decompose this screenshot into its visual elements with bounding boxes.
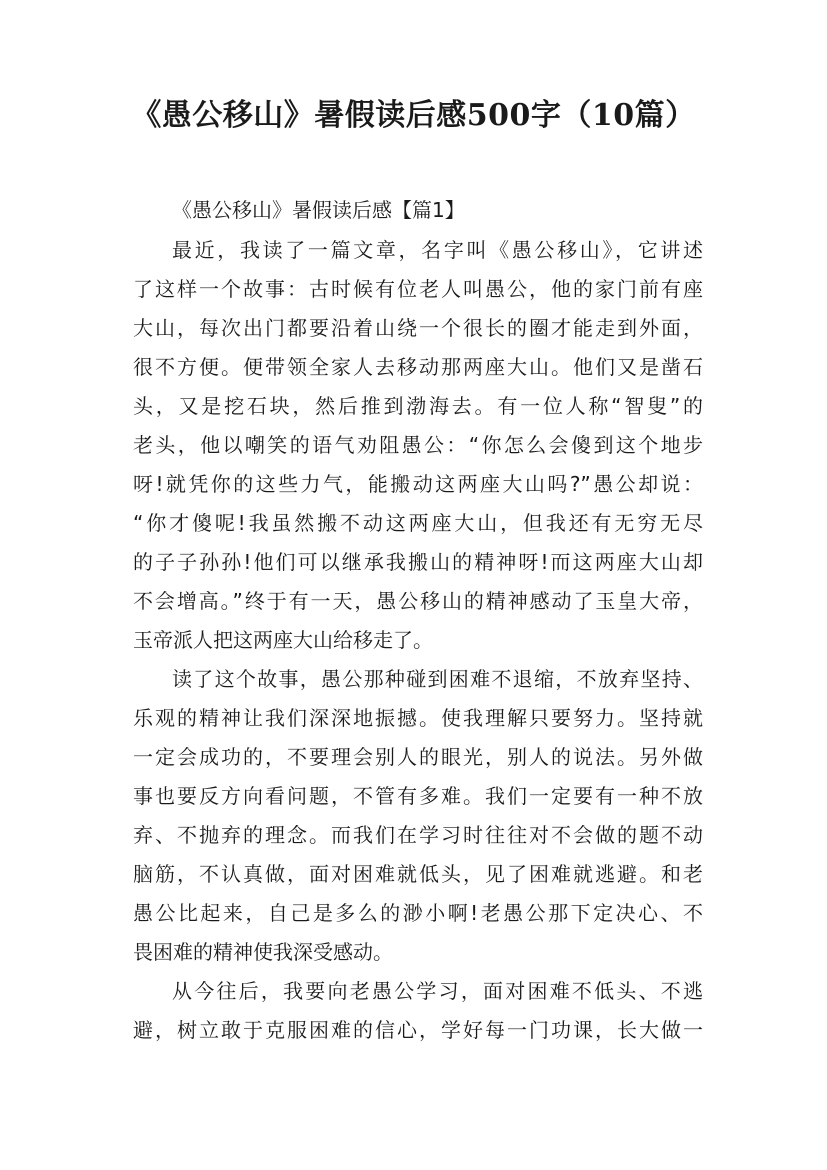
paragraph-line: 从今往后，我要向老愚公学习，面对困难不低头、不逃 <box>172 979 703 1003</box>
paragraph-line: 头，又是挖石块，然后推到渤海去。有一位人称“智叟”的 <box>133 394 703 418</box>
paragraph-line: 脑筋，不认真做，面对困难就低头，见了困难就逃避。和老 <box>133 862 703 886</box>
paragraph-line: 愚公比起来，自己是多么的渺小啊!老愚公那下定决心、不 <box>133 901 703 925</box>
paragraph-line: 不会增高。”终于有一天，愚公移山的精神感动了玉皇大帝， <box>133 589 703 613</box>
section-heading: 《愚公移山》暑假读后感【篇1】 <box>172 198 465 222</box>
paragraph-line: 老头，他以嘲笑的语气劝阻愚公：“你怎么会傻到这个地步 <box>133 433 703 457</box>
paragraph-line: 很不方便。便带领全家人去移动那两座大山。他们又是凿石 <box>133 355 703 379</box>
document-title: 《愚公移山》暑假读后感500字（10篇） <box>131 98 696 133</box>
paragraph-line: 读了这个故事，愚公那种碰到困难不退缩，不放弃坚持、 <box>172 667 703 691</box>
paragraph-line: 畏困难的精神使我深受感动。 <box>133 940 393 964</box>
paragraph-line: 玉帝派人把这两座大山给移走了。 <box>133 628 433 652</box>
paragraph-line: 的子子孙孙!他们可以继承我搬山的精神呀!而这两座大山却 <box>133 550 703 574</box>
paragraph-line: 最近，我读了一篇文章，名字叫《愚公移山》，它讲述 <box>172 238 703 262</box>
paragraph-line: 避，树立敢于克服困难的信心，学好每一门功课，长大做一 <box>133 1018 703 1042</box>
paragraph-line: 弃、不抛弃的理念。而我们在学习时往往对不会做的题不动 <box>133 823 703 847</box>
paragraph-line: 呀!就凭你的这些力气，能搬动这两座大山吗?”愚公却说： <box>133 472 703 496</box>
paragraph-line: 一定会成功的，不要理会别人的眼光，别人的说法。另外做 <box>133 745 703 769</box>
paragraph-line: “你才傻呢!我虽然搬不动这两座大山，但我还有无穷无尽 <box>133 511 703 535</box>
paragraph-line: 了这样一个故事：古时候有位老人叫愚公，他的家门前有座 <box>133 277 703 301</box>
paragraph-line: 大山，每次出门都要沿着山绕一个很长的圈才能走到外面， <box>133 316 703 340</box>
paragraph-line: 乐观的精神让我们深深地振撼。使我理解只要努力。坚持就 <box>133 706 703 730</box>
paragraph-line: 事也要反方向看问题，不管有多难。我们一定要有一种不放 <box>133 784 703 808</box>
